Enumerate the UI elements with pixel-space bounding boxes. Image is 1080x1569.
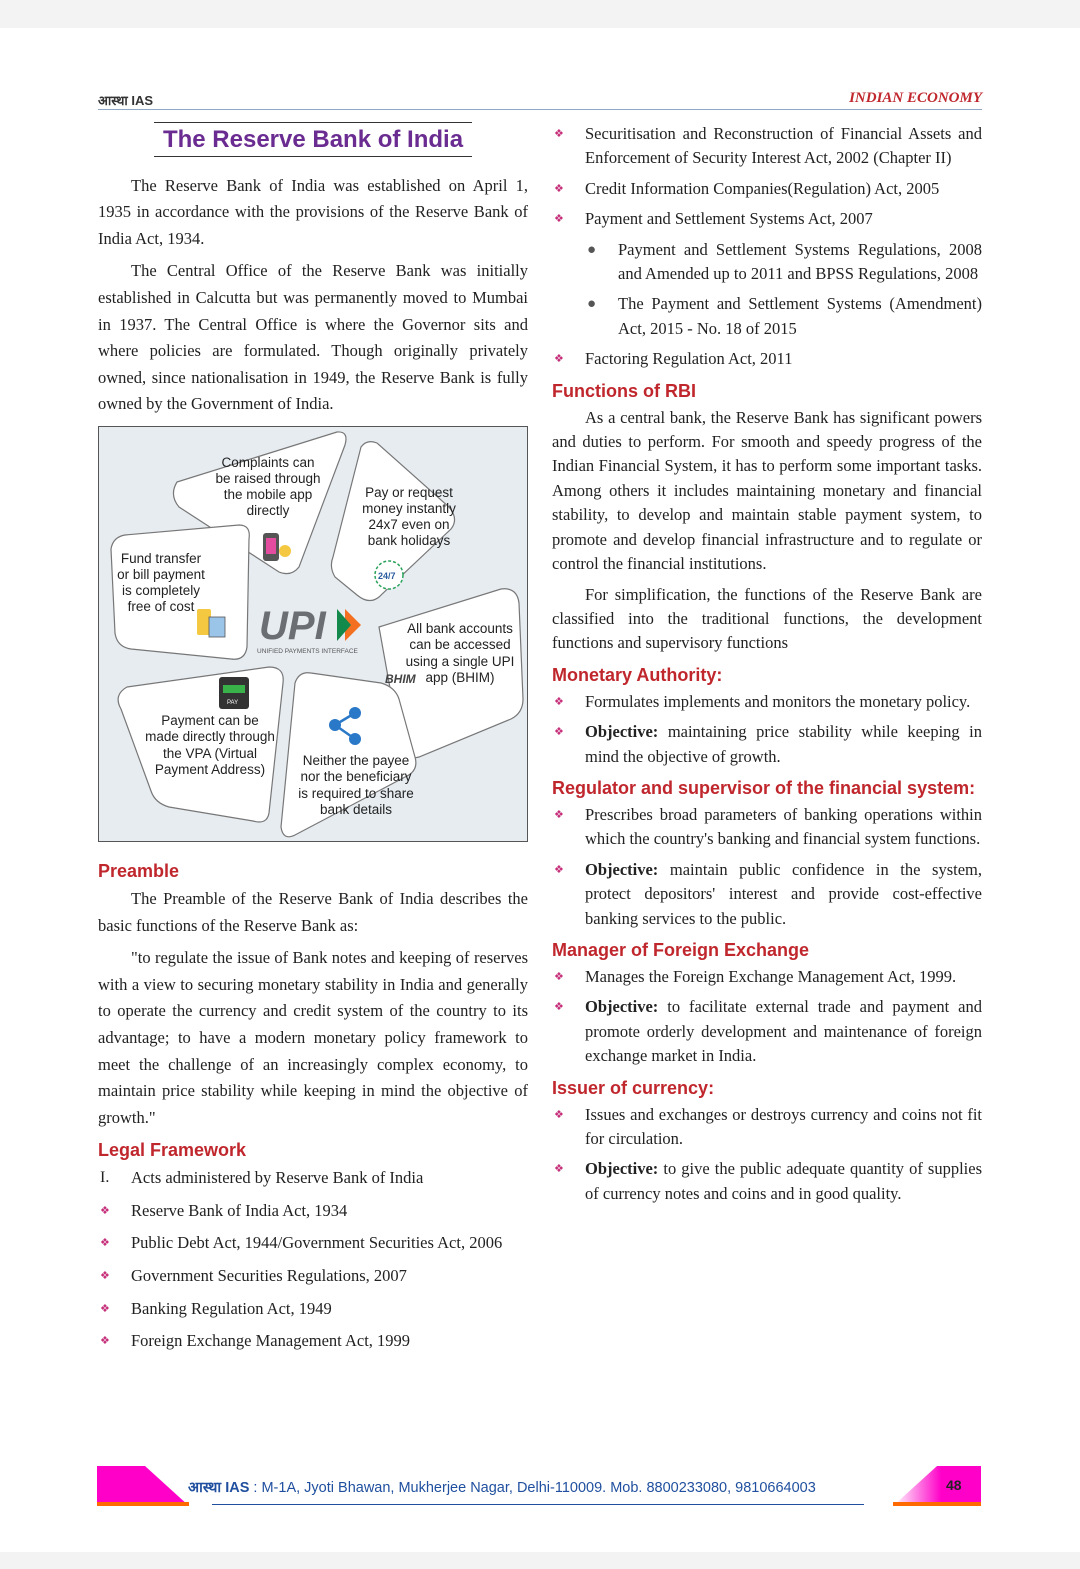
diamond-bullet-icon: ❖ — [554, 863, 564, 876]
forex-item-text: Manages the Foreign Exchange Management Act, 1999. — [585, 966, 957, 986]
diamond-bullet-icon: ❖ — [100, 1335, 110, 1348]
monetary-list — [552, 690, 982, 769]
page-title: The Reserve Bank of India — [154, 122, 472, 157]
dot-bullet-icon: ● — [587, 241, 597, 258]
legal-list — [98, 1165, 528, 1355]
left-column — [98, 122, 528, 1361]
act-item-text: Credit Information Companies(Regulation) Act, 2005 — [585, 178, 940, 198]
legal-item-text: Government Securities Regulations, 2007 — [131, 1266, 407, 1286]
legal-heading: Legal Framework — [98, 1140, 247, 1161]
caption-allbank: All bank accounts can be accessed using a single UPI app (BHIM) — [405, 620, 515, 686]
forex-objective — [552, 995, 982, 1068]
act-item — [552, 207, 982, 231]
act-item — [552, 177, 982, 201]
pay-card-text: PAY — [227, 699, 239, 706]
legal-item-text: Reserve Bank of India Act, 1934 — [131, 1200, 348, 1220]
legal-item-text: Banking Regulation Act, 1949 — [131, 1298, 332, 1318]
diamond-bullet-icon: ❖ — [554, 353, 564, 366]
act-item-text: Securitisation and Reconstruction of Financial Assets and Enforcement of Security Interest Act, 2002 (Chapter II) — [585, 124, 982, 168]
currency-list — [552, 1103, 982, 1207]
caption-neither: Neither the payee nor the beneficiary is required to share bank details — [298, 752, 414, 818]
monetary-item — [552, 690, 982, 714]
act-item-text: Payment and Settlement Systems Act, 2007 — [585, 209, 873, 229]
sub-act-text: Payment and Settlement Systems Regulations, 2008 and Amended up to 2011 and BPSS Regulations, 2008 — [618, 239, 982, 284]
legal-item — [98, 1328, 528, 1355]
footer-left-bar — [97, 1502, 189, 1506]
regulator-heading: Regulator and supervisor of the financial system: — [552, 777, 976, 798]
currency-item — [552, 1103, 982, 1152]
caption-complaints: Complaints can be raised through the mobile app directly — [215, 454, 321, 518]
bill-document-icon — [209, 617, 225, 637]
regulator-item-text: Prescribes broad parameters of banking operations within which the country's banking and financial system functions. — [585, 804, 982, 849]
footer-left-block — [97, 1466, 145, 1506]
footer-right-block — [893, 1466, 981, 1506]
legal-item-text: Public Debt Act, 1944/Government Securities Act, 2006 — [131, 1233, 503, 1253]
forex-item — [552, 965, 982, 989]
header-brand: आस्था IAS — [98, 93, 154, 108]
right-column — [552, 122, 982, 1212]
dot-bullet-icon: ● — [587, 296, 597, 313]
badge-24-7-text: 24/7 — [378, 570, 396, 581]
monetary-objective-text: maintaining price stability while keeping in mind the objective of growth. — [585, 722, 982, 766]
diamond-bullet-icon: ❖ — [554, 1108, 564, 1121]
diamond-bullet-icon: ❖ — [554, 726, 564, 739]
diamond-bullet-icon: ❖ — [554, 1001, 564, 1014]
caption-vpa: Payment can be made directly through the VPA (Virtual Payment Address) — [145, 712, 275, 778]
act-item — [552, 347, 982, 371]
footer-address — [188, 1477, 816, 1497]
diamond-bullet-icon: ❖ — [554, 128, 564, 140]
functions-paragraph-1: As a central bank, the Reserve Bank has significant powers and duties to perform. For smooth and speedy progress of the Indian Financial System, it has to perform some important tasks. Among others it includes maintaining monetary and financial stability, to develop and maintain stable payment system, to promote and develop financial infrastructure and to regulate or control the financial institutions. — [552, 407, 982, 574]
sub-acts-list — [552, 238, 982, 342]
objective-label: Objective: — [585, 859, 659, 879]
footer-address-text: : M-1A, Jyoti Bhawan, Mukherjee Nagar, Delhi-110009. Mob. 8800233080, 9810664003 — [249, 1480, 816, 1496]
bhim-logo: BHIM — [385, 671, 416, 686]
monetary-heading: Monetary Authority: — [552, 664, 723, 685]
objective-label: Objective: — [585, 722, 659, 742]
caption-fund: Fund transfer or bill payment is completely free of cost — [117, 550, 205, 614]
caption-pay: Pay or request money instantly 24x7 even on bank holidays — [362, 484, 456, 548]
diamond-bullet-icon: ❖ — [554, 213, 564, 226]
currency-item-text: Issues and exchanges or destroys currency and coins not fit for circulation. — [585, 1104, 982, 1148]
footer-brand: आस्था IAS — [188, 1480, 250, 1496]
act-item — [552, 122, 982, 171]
diamond-bullet-icon: ❖ — [100, 1270, 110, 1283]
acts-list-end — [552, 347, 982, 371]
preamble-quote: "to regulate the issue of Bank notes and keeping of reserves with a view to securing monetary stability in India and generally to operate the currency and credit system of the country to its advantage; to have a modern monetary policy framework to meet the challenge of an increasingly complex economy, to maintain price stability while keeping in mind the objective of growth." — [98, 948, 528, 1127]
footer-left-wedge — [145, 1466, 189, 1506]
diamond-bullet-icon: ❖ — [554, 695, 564, 708]
preamble-heading: Preamble — [98, 860, 180, 881]
regulator-list — [552, 803, 982, 931]
legal-item — [98, 1296, 528, 1323]
footer — [0, 1460, 1080, 1508]
functions-paragraph-2: For simplification, the functions of the Reserve Bank are classified into the traditional functions, the development functions and supervisory functions — [552, 584, 982, 653]
preamble-paragraph-1: The Preamble of the Reserve Bank of India describes the basic functions of the Reserve Bank as: — [98, 888, 528, 935]
functions-heading: Functions of RBI — [552, 380, 696, 401]
sub-act-item — [585, 238, 982, 287]
forex-objective-text: to facilitate external trade and payment and promote orderly development and maintenance of foreign exchange market in India. — [585, 997, 982, 1066]
sub-act-text: The Payment and Settlement Systems (Amendment) Act, 2015 - No. 18 of 2015 — [618, 294, 982, 338]
diamond-bullet-icon: ❖ — [554, 808, 564, 821]
upi-logo: UPI — [259, 603, 326, 648]
diamond-bullet-icon: ❖ — [100, 1237, 110, 1250]
legal-item — [98, 1230, 528, 1257]
regulator-objective — [552, 858, 982, 931]
sub-act-item — [585, 292, 982, 341]
page-number: 48 — [946, 1477, 962, 1493]
diamond-bullet-icon: ❖ — [100, 1302, 110, 1315]
footer-rule — [212, 1504, 864, 1505]
hand-tap-icon — [279, 545, 291, 557]
diamond-bullet-icon: ❖ — [100, 1204, 110, 1217]
footer-right-bar — [893, 1502, 981, 1506]
intro-paragraph-1: The Reserve Bank of India was established on April 1, 1935 in accordance with the provisions of the Reserve Bank of India Act, 1934. — [98, 175, 528, 248]
diamond-bullet-icon: ❖ — [554, 182, 564, 195]
forex-list — [552, 965, 982, 1069]
currency-heading: Issuer of currency: — [552, 1077, 715, 1098]
monetary-objective — [552, 720, 982, 769]
roman-numeral: I. — [100, 1169, 110, 1187]
objective-label: Objective: — [585, 997, 659, 1017]
objective-label: Objective: — [585, 1159, 659, 1179]
regulator-item — [552, 803, 982, 852]
legal-item — [98, 1198, 528, 1225]
legal-item — [98, 1263, 528, 1290]
legal-item-text: Foreign Exchange Management Act, 1999 — [131, 1331, 411, 1351]
act-item-text: Factoring Regulation Act, 2011 — [585, 349, 793, 369]
legal-intro-text: Acts administered by Reserve Bank of India — [131, 1168, 424, 1188]
header-rule — [98, 109, 982, 110]
currency-objective-text: to give the public adequate quantity of supplies of currency notes and coins and in good quality. — [585, 1159, 982, 1203]
upi-logo-subtitle: UNIFIED PAYMENTS INTERFACE — [257, 647, 358, 655]
page — [0, 28, 1080, 1552]
header-subject: INDIAN ECONOMY — [849, 90, 982, 106]
monetary-item-text: Formulates implements and monitors the monetary policy. — [585, 691, 971, 711]
legal-intro-item — [98, 1165, 528, 1192]
intro-paragraph-2: The Central Office of the Reserve Bank was initially established in Calcutta but was permanently moved to Mumbai in 1937. The Central Office is where the Governor sits and where policies are formulated. Though originally privately owned, since nationalisation in 1949, the Reserve Bank is fully owned by the Government of India. — [98, 261, 528, 414]
currency-objective — [552, 1157, 982, 1206]
diamond-bullet-icon: ❖ — [554, 1163, 564, 1176]
acts-list — [552, 122, 982, 232]
diamond-bullet-icon: ❖ — [554, 970, 564, 983]
regulator-objective-text: maintain public confidence in the system, protect depositors' interest and provide cost-effective banking services to the public. — [585, 859, 982, 928]
forex-heading: Manager of Foreign Exchange — [552, 939, 810, 960]
upi-infographic — [98, 426, 528, 842]
